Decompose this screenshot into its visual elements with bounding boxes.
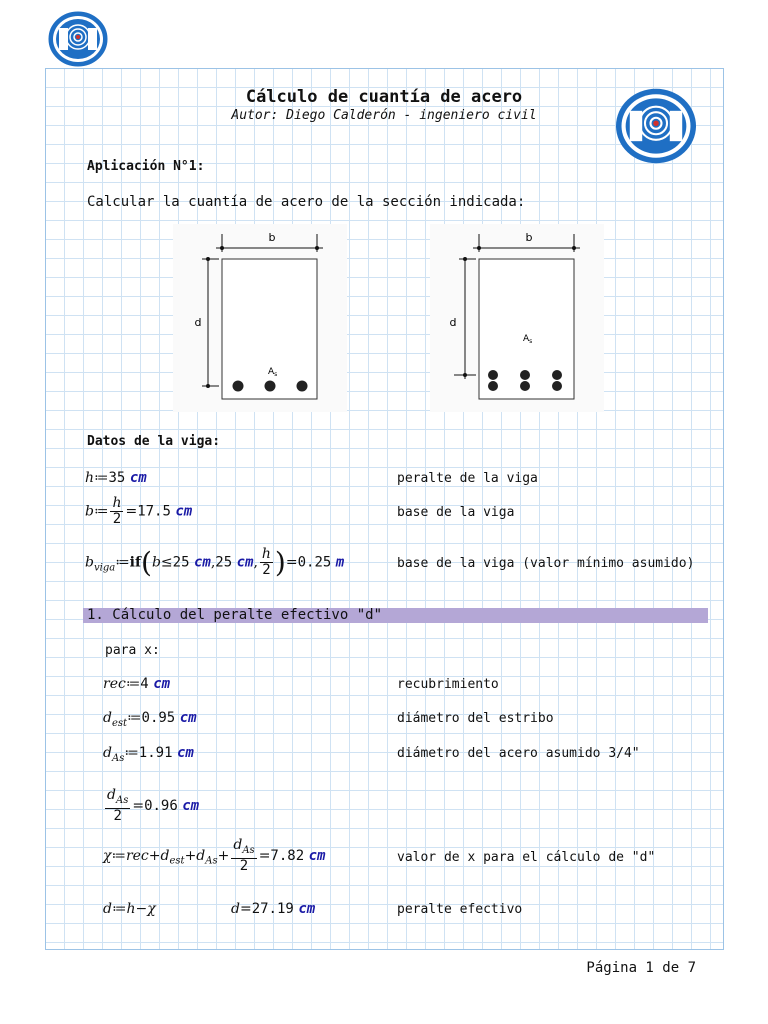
formula-d-result: d=27.19 cm [231,901,316,917]
as-sub-label-2: s [529,338,533,345]
desc-bviga: base de la viga (valor mínimo asumido) [397,556,695,571]
b-dimension-label-2: b [525,231,533,244]
desc-b: base de la viga [397,505,515,520]
formula-h: h≔35 cm [85,470,147,486]
document-title: Cálculo de cuantía de acero [245,87,523,107]
section-1-title: 1. Cálculo del peralte efectivo "d" [87,607,383,623]
as-label-2: A [523,334,530,344]
formula-chi: $\chi≔rec+d_{est}+d_{As}+$ $\frac{d_{As}}{2}$ =7.82 cm [103,837,326,874]
page-number: Página 1 de 7 [586,960,696,976]
document-subtitle: Autor: Diego Calderón - ingeniero civil [231,108,537,123]
para-x-label: para x: [105,643,160,658]
beam-section-figure-2 [430,224,604,412]
d-dimension-label: d [194,316,202,329]
as-label: A [268,367,275,377]
formula-b: b≔ $\frac{h}{2}$ =17.5 cm [85,495,193,527]
desc-das: diámetro del acero asumido 3/4" [397,746,640,761]
desc-d: peralte efectivo [397,902,523,917]
application-statement: Calcular la cuantía de acero de la sección indicada: [87,194,526,210]
beam-section-figure-1 [173,224,347,412]
application-heading: Aplicación N°1: [87,159,205,174]
desc-chi: valor de x para el cálculo de "d" [397,850,656,865]
formula-bviga: $b_{viga}≔if(b\le 25$ cm,25 cm, $\frac{h}{2}$ )=0.25 m [85,546,345,579]
b-dimension-label: b [268,231,276,244]
desc-dest: diámetro del estribo [397,711,554,726]
as-sub-label: s [274,371,278,378]
formula-das: $d_{As}≔1.91$ cm [103,745,194,764]
company-logo [47,10,109,68]
d-dimension-label-2: d [449,316,457,329]
formula-das-half: $\frac{d_{As}}{2}$ =0.96 cm [107,787,200,824]
formula-d-def: d≔h−χ [103,901,156,917]
desc-rec: recubrimiento [397,677,499,692]
formula-rec: rec≔4 cm [103,676,171,692]
formula-dest: $d_{est}≔0.95$ cm [103,710,197,729]
beam-data-heading: Datos de la viga: [87,434,221,449]
desc-h: peralte de la viga [397,471,538,486]
